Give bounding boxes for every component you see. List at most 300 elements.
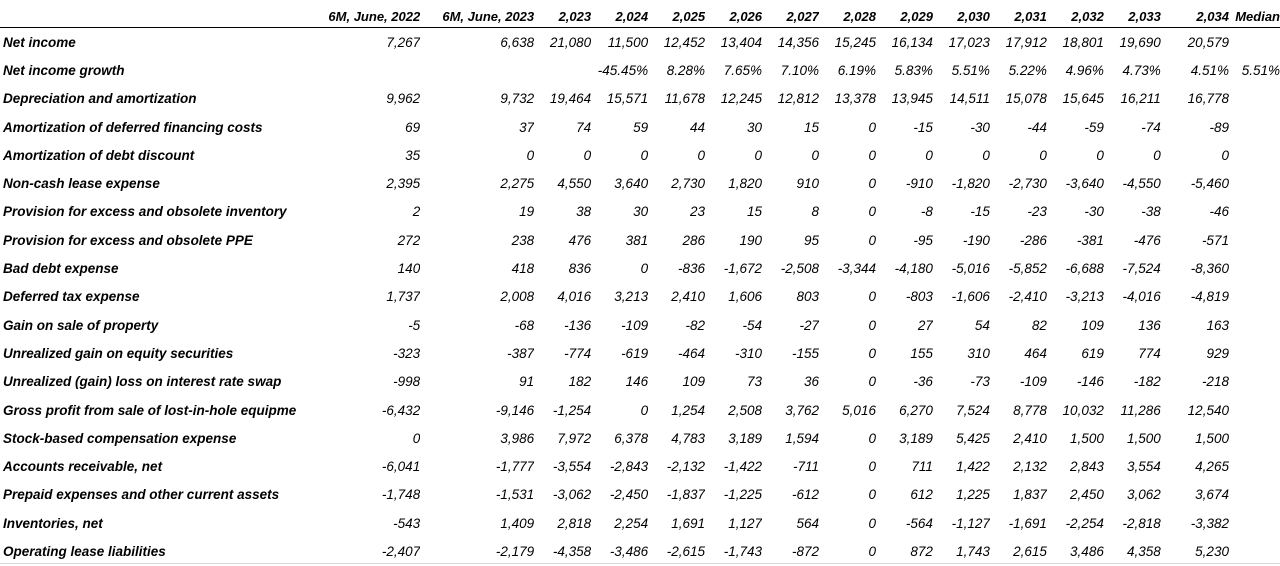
row-label: Bad debt expense <box>3 261 119 277</box>
table-cell: 17,023 <box>948 34 990 50</box>
table-cell: -30 <box>970 119 990 135</box>
table-cell: 2,395 <box>386 176 421 192</box>
table-row <box>0 537 1280 565</box>
table-cell: -4,819 <box>1190 289 1229 305</box>
table-cell: 0 <box>868 176 876 192</box>
table-cell: 16,211 <box>1120 91 1161 107</box>
table-cell: -4,358 <box>552 543 592 559</box>
table-cell: 5.51% <box>1241 62 1280 78</box>
table-cell: 6.19% <box>837 62 876 78</box>
table-cell: 4.73% <box>1122 62 1161 78</box>
row-label: Amortization of debt discount <box>3 147 195 163</box>
table-cell: 0 <box>640 402 649 418</box>
table-cell: 238 <box>511 232 535 248</box>
table-cell: -2,615 <box>666 543 706 559</box>
table-cell <box>1229 509 1280 537</box>
row-label: Operating lease liabilities <box>3 543 166 559</box>
table-row <box>0 368 1280 396</box>
table-cell: -89 <box>1209 119 1229 135</box>
table-cell <box>1229 226 1280 254</box>
table-cell: -182 <box>1133 374 1161 390</box>
table-cell: -1,225 <box>723 487 763 503</box>
table-cell: 3,189 <box>728 430 763 446</box>
table-cell: -82 <box>685 317 706 333</box>
table-cell: 418 <box>511 261 535 277</box>
table-cell <box>1229 169 1280 197</box>
table-cell: -155 <box>791 345 819 361</box>
table-cell: 15,245 <box>834 34 876 50</box>
header-label-cell <box>0 5 313 28</box>
table-cell: -5 <box>408 317 421 333</box>
table-cell: 2,275 <box>500 176 535 192</box>
table-cell: 0 <box>754 147 763 163</box>
table-cell: 1,409 <box>500 515 535 531</box>
table-row <box>0 424 1280 452</box>
table-cell: 10,032 <box>1062 402 1104 418</box>
table-cell: 6,638 <box>500 34 535 50</box>
column-header: 2,024 <box>591 5 648 28</box>
table-cell <box>1229 198 1280 226</box>
table-cell: 9,732 <box>500 91 535 107</box>
table-row <box>0 169 1280 197</box>
table-cell: 136 <box>1138 317 1161 333</box>
table-cell: -8,360 <box>1190 261 1229 277</box>
table-cell: 1,254 <box>671 402 706 418</box>
table-cell: 910 <box>796 176 819 192</box>
table-cell: 5.22% <box>1008 62 1047 78</box>
table-cell: 13,404 <box>720 34 763 50</box>
row-label: Amortization of deferred financing costs <box>3 119 263 135</box>
table-cell: 310 <box>967 345 990 361</box>
table-cell: -2,410 <box>1008 289 1047 305</box>
table-cell: 11,286 <box>1120 402 1161 418</box>
table-cell: 0 <box>868 487 876 503</box>
table-cell: 15,078 <box>1005 91 1047 107</box>
table-cell: -1,606 <box>951 289 990 305</box>
table-cell: 37 <box>519 119 535 135</box>
table-cell: 286 <box>682 232 706 248</box>
table-cell: -836 <box>678 261 706 277</box>
table-cell: -54 <box>742 317 763 333</box>
table-cell: 11,678 <box>664 91 706 107</box>
table-cell: -3,486 <box>609 543 649 559</box>
table-cell: 464 <box>1024 345 1047 361</box>
table-cell: 4,016 <box>557 289 592 305</box>
table-cell: 15 <box>747 204 763 220</box>
table-cell: -136 <box>564 317 592 333</box>
table-cell: -711 <box>792 459 819 475</box>
table-cell: 4,265 <box>1195 459 1229 475</box>
table-row <box>0 509 1280 537</box>
column-header: 2,030 <box>933 5 990 28</box>
table-cell: 2 <box>412 204 421 220</box>
row-label: Accounts receivable, net <box>3 459 163 475</box>
table-cell: 0 <box>868 543 876 559</box>
row-label: Non-cash lease expense <box>3 176 160 192</box>
table-cell: -612 <box>791 487 819 503</box>
table-cell: -2,407 <box>381 543 421 559</box>
table-row <box>0 226 1280 254</box>
table-cell: 0 <box>925 147 933 163</box>
table-cell: -3,062 <box>552 487 592 503</box>
table-cell: 0 <box>982 147 990 163</box>
table-cell: 8 <box>811 204 819 220</box>
table-cell: 140 <box>397 261 421 277</box>
table-cell: 476 <box>568 232 592 248</box>
row-label: Stock-based compensation expense <box>3 430 237 446</box>
table-cell: -218 <box>1201 374 1229 390</box>
table-cell: 0 <box>811 147 819 163</box>
table-cell: -1,531 <box>495 487 535 503</box>
table-cell: -1,820 <box>951 176 990 192</box>
table-cell: -1,254 <box>552 402 592 418</box>
table-cell: 2,615 <box>1013 543 1047 559</box>
table-cell: 2,008 <box>500 289 535 305</box>
table-cell: 2,450 <box>1070 487 1104 503</box>
bottom-divider <box>0 563 1280 564</box>
table-row <box>0 396 1280 424</box>
table-cell: -323 <box>393 345 421 361</box>
table-row <box>0 198 1280 226</box>
table-cell: -3,344 <box>837 261 876 277</box>
table-cell: 35 <box>405 147 421 163</box>
table-cell: 0 <box>1153 147 1161 163</box>
table-cell: -564 <box>905 515 933 531</box>
table-cell: -190 <box>962 232 990 248</box>
table-cell: 4.96% <box>1065 62 1104 78</box>
table-cell: 3,189 <box>899 430 933 446</box>
table-cell: 1,837 <box>1013 487 1047 503</box>
table-cell: -1,837 <box>666 487 706 503</box>
table-cell: 0 <box>868 374 876 390</box>
table-cell: 7.65% <box>723 62 763 78</box>
table-cell: 2,508 <box>728 402 763 418</box>
table-cell: 15,571 <box>606 91 649 107</box>
table-row <box>0 311 1280 339</box>
table-cell: -109 <box>621 317 649 333</box>
table-cell: 4,783 <box>671 430 706 446</box>
table-cell: 59 <box>633 119 649 135</box>
table-cell: 14,356 <box>777 34 819 50</box>
table-cell: -27 <box>799 317 819 333</box>
table-cell: -4,180 <box>894 261 933 277</box>
table-cell: -619 <box>621 345 649 361</box>
table-cell: 4.51% <box>1190 62 1229 78</box>
table-cell: -543 <box>393 515 421 531</box>
table-cell: 0 <box>526 147 535 163</box>
table-cell: 19 <box>519 204 535 220</box>
table-cell: -2,450 <box>609 487 649 503</box>
table-cell: 0 <box>640 261 649 277</box>
table-cell: 9,962 <box>386 91 421 107</box>
table-cell: 872 <box>910 543 933 559</box>
table-cell: 272 <box>397 232 421 248</box>
table-cell: 7,972 <box>557 430 592 446</box>
header-row <box>0 5 1280 28</box>
table-cell: 14,511 <box>949 91 990 107</box>
table-cell: 8,778 <box>1013 402 1047 418</box>
table-cell: -5,852 <box>1008 261 1047 277</box>
cash-flow-table <box>0 5 1280 566</box>
table-cell: -30 <box>1084 204 1104 220</box>
column-header: 2,032 <box>1047 5 1104 28</box>
column-header: 2,029 <box>876 5 933 28</box>
table-cell: -571 <box>1201 232 1229 248</box>
table-cell: 3,986 <box>500 430 535 446</box>
table-cell <box>1229 85 1280 113</box>
table-cell: 30 <box>747 119 763 135</box>
table-cell: 5,425 <box>956 430 990 446</box>
table-cell: 0 <box>868 119 876 135</box>
table-cell: 2,730 <box>671 176 706 192</box>
table-cell: 13,378 <box>834 91 876 107</box>
table-cell <box>1229 537 1280 565</box>
table-cell: 1,225 <box>956 487 990 503</box>
table-cell: 95 <box>803 232 819 248</box>
table-cell: 0 <box>868 204 876 220</box>
table-cell: -3,382 <box>1190 515 1229 531</box>
table-cell: -803 <box>905 289 933 305</box>
table-cell: 6,270 <box>899 402 933 418</box>
table-row <box>0 254 1280 282</box>
table-cell: 3,674 <box>1195 487 1229 503</box>
table-cell: 929 <box>1206 345 1229 361</box>
table-cell: 12,452 <box>663 34 706 50</box>
table-cell: -6,041 <box>381 459 421 475</box>
table-cell: 30 <box>633 204 649 220</box>
table-cell: -286 <box>1019 232 1047 248</box>
table-cell: 2,132 <box>1013 459 1047 475</box>
table-cell: -774 <box>564 345 592 361</box>
table-cell: -998 <box>393 374 421 390</box>
table-cell <box>420 56 534 84</box>
table-cell: -5,460 <box>1190 176 1229 192</box>
table-cell <box>313 56 420 84</box>
table-cell: -476 <box>1133 232 1161 248</box>
table-cell: 1,500 <box>1070 430 1104 446</box>
table-cell: 5,230 <box>1195 543 1229 559</box>
table-cell <box>1229 283 1280 311</box>
column-header: 2,027 <box>762 5 819 28</box>
table-cell: 27 <box>917 317 933 333</box>
table-cell: -3,213 <box>1065 289 1104 305</box>
table-cell: -2,132 <box>666 459 706 475</box>
table-cell: -1,748 <box>381 487 421 503</box>
table-cell: 0 <box>412 430 421 446</box>
table-cell: -46 <box>1209 204 1229 220</box>
table-cell: 564 <box>796 515 819 531</box>
table-cell: 2,410 <box>1013 430 1047 446</box>
table-cell: -872 <box>791 543 819 559</box>
table-cell: -15 <box>913 119 933 135</box>
table-cell: -7,524 <box>1122 261 1161 277</box>
table-cell: 7,524 <box>956 402 990 418</box>
table-cell: 836 <box>568 261 592 277</box>
column-header: 6M, June, 2022 <box>313 5 420 28</box>
table-cell: 12,245 <box>720 91 763 107</box>
table-cell: -3,554 <box>552 459 592 475</box>
table-cell: 109 <box>1081 317 1104 333</box>
table-header <box>0 5 1280 28</box>
table-cell: 0 <box>868 345 876 361</box>
table-cell: 7,267 <box>386 34 421 50</box>
table-cell: 1,127 <box>728 515 763 531</box>
column-header: 2,033 <box>1104 5 1161 28</box>
table-cell: -36 <box>913 374 933 390</box>
table-cell: 15 <box>803 119 819 135</box>
table-cell: -44 <box>1027 119 1047 135</box>
table-cell: 54 <box>974 317 990 333</box>
table-cell: -1,743 <box>723 543 763 559</box>
table-cell: -910 <box>905 176 933 192</box>
table-cell: 74 <box>576 119 592 135</box>
table-cell: 2,410 <box>671 289 706 305</box>
table-cell: 3,213 <box>614 289 649 305</box>
table-cell: 11,500 <box>607 34 649 50</box>
table-cell: -2,843 <box>609 459 649 475</box>
table-cell: 69 <box>405 119 421 135</box>
table-cell: -5,016 <box>951 261 990 277</box>
column-header: 2,023 <box>534 5 591 28</box>
table-cell: 2,843 <box>1070 459 1104 475</box>
table-cell: 1,422 <box>956 459 990 475</box>
table-cell: 163 <box>1206 317 1229 333</box>
table-cell: 3,762 <box>785 402 819 418</box>
table-cell: 5.83% <box>894 62 933 78</box>
column-header: 6M, June, 2023 <box>420 5 534 28</box>
table-cell: -4,016 <box>1122 289 1161 305</box>
table-cell: 803 <box>796 289 819 305</box>
table-cell: -68 <box>514 317 535 333</box>
row-label: Gross profit from sale of lost-in-hole equipme <box>3 402 297 418</box>
table-cell: 0 <box>1039 147 1047 163</box>
table-cell: -464 <box>678 345 706 361</box>
table-cell: 190 <box>739 232 763 248</box>
table-cell: 38 <box>576 204 592 220</box>
table-row <box>0 339 1280 367</box>
table-cell: 0 <box>868 430 876 446</box>
table-cell: -6,432 <box>381 402 421 418</box>
table-cell: -6,688 <box>1065 261 1104 277</box>
table-cell: -1,672 <box>723 261 763 277</box>
table-cell: 0 <box>640 147 649 163</box>
table-cell: 1,820 <box>728 176 763 192</box>
table-cell: -23 <box>1027 204 1047 220</box>
table-row <box>0 113 1280 141</box>
table-row <box>0 56 1280 84</box>
table-cell: 3,062 <box>1127 487 1161 503</box>
table-body <box>0 28 1280 566</box>
table-cell: 612 <box>910 487 933 503</box>
table-cell: 1,500 <box>1127 430 1161 446</box>
table-cell: 0 <box>1221 147 1229 163</box>
table-cell <box>1229 28 1280 57</box>
table-cell: 146 <box>625 374 649 390</box>
table-cell: -45.45% <box>597 62 649 78</box>
table-cell: 0 <box>868 459 876 475</box>
table-cell: 18,801 <box>1062 34 1104 50</box>
table-cell: 0 <box>697 147 706 163</box>
table-cell: 155 <box>910 345 933 361</box>
table-cell: -1,691 <box>1008 515 1047 531</box>
table-cell <box>534 56 591 84</box>
table-cell: 2,818 <box>557 515 592 531</box>
table-cell <box>1229 141 1280 169</box>
table-cell: 3,486 <box>1070 543 1104 559</box>
table-cell: -387 <box>507 345 535 361</box>
table-cell: 82 <box>1031 317 1047 333</box>
column-header: 2,034 <box>1161 5 1229 28</box>
row-label: Gain on sale of property <box>3 317 159 333</box>
table-row <box>0 141 1280 169</box>
table-cell <box>1229 396 1280 424</box>
table-cell: 16,778 <box>1187 91 1229 107</box>
table-cell: 774 <box>1138 345 1161 361</box>
column-header: 2,025 <box>648 5 705 28</box>
column-header: 2,026 <box>705 5 762 28</box>
table-cell: -1,777 <box>495 459 535 475</box>
table-cell: 44 <box>690 119 706 135</box>
table-cell <box>1229 452 1280 480</box>
table-cell: 7.10% <box>780 62 819 78</box>
table-cell: -8 <box>920 204 933 220</box>
table-cell: 21,080 <box>549 34 592 50</box>
table-cell: 182 <box>568 374 592 390</box>
table-cell: 0 <box>868 515 876 531</box>
row-label: Net income <box>3 34 76 50</box>
table-cell: 15,645 <box>1062 91 1104 107</box>
table-cell: 1,737 <box>386 289 421 305</box>
row-label: Prepaid expenses and other current assets <box>3 487 280 503</box>
table-cell: 1,743 <box>956 543 990 559</box>
table-cell: -2,254 <box>1065 515 1104 531</box>
table-cell: 20,579 <box>1187 34 1229 50</box>
table-cell: 4,358 <box>1127 543 1161 559</box>
table-cell: -146 <box>1076 374 1104 390</box>
table-cell: 17,912 <box>1005 34 1047 50</box>
table-cell: 1,594 <box>785 430 819 446</box>
table-cell <box>1229 113 1280 141</box>
table-cell: 12,540 <box>1187 402 1229 418</box>
table-cell: -38 <box>1141 204 1161 220</box>
table-row <box>0 481 1280 509</box>
column-header: 2,028 <box>819 5 876 28</box>
table-cell: 0 <box>1096 147 1104 163</box>
column-header: Median <box>1229 5 1280 28</box>
table-cell: 6,378 <box>614 430 649 446</box>
table-cell: 5,016 <box>842 402 876 418</box>
table-cell: 619 <box>1081 345 1104 361</box>
table-cell: -109 <box>1019 374 1047 390</box>
table-cell: -73 <box>970 374 990 390</box>
table-cell <box>1229 368 1280 396</box>
table-cell: 3,554 <box>1127 459 1161 475</box>
table-cell: -59 <box>1084 119 1104 135</box>
table-cell: 1,606 <box>728 289 763 305</box>
row-label: Inventories, net <box>3 515 103 531</box>
table-cell: -15 <box>970 204 990 220</box>
table-cell: 3,640 <box>614 176 649 192</box>
table-cell: -310 <box>735 345 763 361</box>
table-cell: 2,254 <box>614 515 649 531</box>
table-cell: 13,945 <box>891 91 933 107</box>
table-cell: 5.51% <box>951 62 990 78</box>
table-cell: 73 <box>747 374 763 390</box>
row-label: Provision for excess and obsolete inventory <box>3 204 287 220</box>
table-cell: -95 <box>913 232 933 248</box>
table-cell: 8.28% <box>666 62 706 78</box>
table-cell <box>1229 339 1280 367</box>
